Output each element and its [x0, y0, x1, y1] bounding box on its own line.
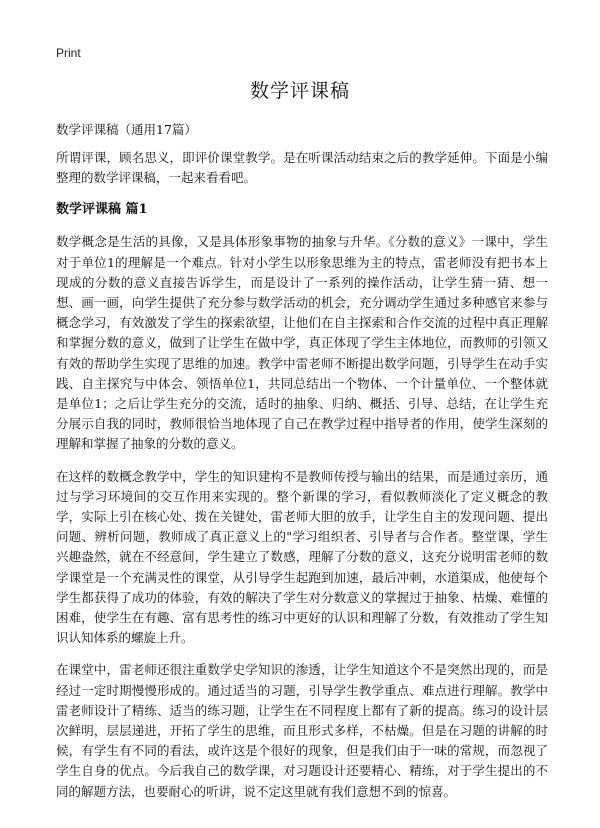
document-subtitle: 数学评课稿（通用17篇）	[56, 122, 197, 137]
body-paragraph: 数学概念是生活的具像，又是具体形象事物的抽象与升华。《分数的意义》一课中，学生对于单位1的理解是一个难点。针对小学生以形象思维为主的特点，雷老师没有把书本上现成的分数的意义直接告诉学生，而是设计了一系列的操作活动，让学生猜一猜、想一想、画一画，向学生提供了充分参与数学活动的机会，充分调动学生通过多种感官来参与概念学习，有效激发了学生的探索欲望，让他们在自主探索和合作交流的过程中真正理解和掌握分数的意义，做到了让学生在做中学，真正体现了学生主体地位，而教师的引领又有效的帮助学生实现了思维的加速。教学中雷老师不断提出数学问题，引导学生在动手实践、自主探究与中体会、领悟单位1，共同总结出一个物体、一个计量单位、一个整体就是单位1；之后让学生充分的交流，适时的抽象、归纳、概括、引导、总结，在让学生充分展示自我的同时，教师很恰当地体现了自己在教学过程中指导者的作用，使学生深刻的理解和掌握了抽象的分数的意义。	[56, 234, 548, 452]
body-paragraph: 在课堂中，雷老师还很注重数学史学知识的渗透，让学生知道这个不是突然出现的，而是经过一定时期慢慢形成的。通过适当的习题，引导学生教学重点、难点进行理解。教学中雷老师设计了精练、适当的练习题，让学生在不同程度上都有了新的提高。练习的设计层次鲜明，层层递进，开拓了学生的思维，而且形式多样，不枯燥。但是在习题的讲解的时候，有学生有不同的看法，或许这是个很好的现象，但是我们由于一味的常规，而忽视了学生自身的优点。今后我自己的数学课，对习题设计还要精心、精练，对于学生提出的不同的解题方法，也要耐心的听讲，说不定这里就有我们意想不到的惊喜。	[56, 662, 548, 799]
section-heading: 数学评课稿 篇1	[56, 202, 148, 218]
page-title: 数学评课稿	[249, 80, 350, 102]
print-link[interactable]: Print	[56, 46, 81, 60]
intro-paragraph: 所谓评课，顾名思义，即评价课堂教学。是在听课活动结束之后的教学延伸。下面是小编整理的数学评课稿，一起来看看吧。	[56, 150, 548, 186]
document-body	[56, 120, 548, 814]
body-paragraph: 在这样的数概念教学中，学生的知识建构不是教师传授与输出的结果，而是通过亲历，通过与学习环境间的交互作用来实现的。整个新课的学习，看似教师淡化了定义概念的教学，实际上引在核心处、拨在关键处，雷老师大胆的放手，让学生自主的发现问题、提出问题、辨析问题，教师成了真正意义上的"学习组织者、引导者与合作者。整堂课，学生兴趣盎然，就在不经意间，学生建立了数感，理解了分数的意义，这充分说明雷老师的数学课堂是一个充满灵性的课堂，从引导学生起跑到加速，最后冲刺，水道渠成，他使每个学生都获得了成功的体验，有效的解决了学生对分数意义的掌握过于抽象、枯燥、难懂的困难，使学生在有趣、富有思考性的练习中更好的认识和理解了分数，有效推动了学生知识认知体系的螺旋上升。	[56, 468, 548, 646]
